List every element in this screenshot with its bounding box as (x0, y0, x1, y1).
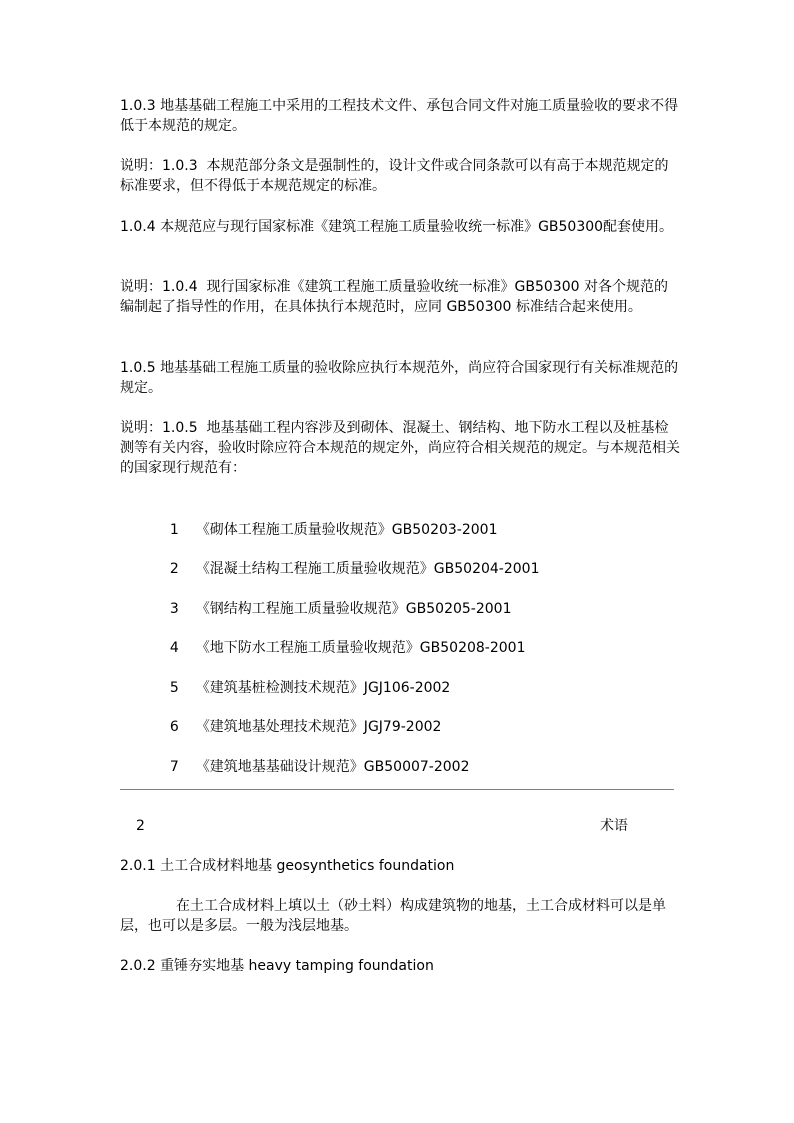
clause-1-0-4-note: 说明：1.0.4 现行国家标准《建筑工程施工质量验收统一标准》GB50300 对各个规范的编制起了指导性的作用，在具体执行本规范时，应同 GB50300 标准结合起来使用。 (120, 279, 668, 315)
term-2-0-1-heading: 2.0.1 土工合成材料地基 geosynthetics foundation (120, 858, 455, 874)
list-number: 2 (169, 561, 179, 577)
section-divider (120, 789, 674, 790)
list-text: 《混凝土结构工程施工质量验收规范》GB50204-2001 (195, 561, 540, 577)
list-number: 7 (169, 759, 179, 775)
list-number: 4 (169, 640, 179, 656)
list-text: 《建筑基桩检测技术规范》JGJ106-2002 (195, 680, 451, 696)
term-2-0-1-body: 在土工合成材料上填以土（砂土料）构成建筑物的地基，土工合成材料可以是单层，也可以是多层。一般为浅层地基。 (120, 898, 666, 934)
list-text: 《钢结构工程施工质量验收规范》GB50205-2001 (195, 601, 512, 617)
list-number: 6 (169, 719, 179, 735)
clause-1-0-5-note: 说明：1.0.5 地基基础工程内容涉及到砌体、混凝土、钢结构、地下防水工程以及桩基检测等有关内容，验收时除应符合本规范的规定外，尚应符合相关规范的规定。与本规范相关的国家现行规范有： (120, 420, 680, 476)
clause-1-0-4: 1.0.4 本规范应与现行国家标准《建筑工程施工质量验收统一标准》GB50300配套使用。 (120, 219, 674, 235)
list-number: 3 (169, 601, 179, 617)
list-text: 《建筑地基基础设计规范》GB50007-2002 (195, 759, 470, 775)
list-text: 《砌体工程施工质量验收规范》GB50203-2001 (195, 522, 498, 538)
list-number: 1 (169, 522, 179, 538)
list-text: 《地下防水工程施工质量验收规范》GB50208-2001 (195, 640, 526, 656)
chapter-number: 2 (136, 818, 145, 834)
list-text: 《建筑地基处理技术规范》JGJ79-2002 (195, 719, 442, 735)
list-number: 5 (169, 680, 179, 696)
clause-1-0-5: 1.0.5 地基基础工程施工质量的验收除应执行本规范外，尚应符合国家现行有关标准规范的规定。 (120, 360, 679, 396)
clause-1-0-3: 1.0.3 地基基础工程施工中采用的工程技术文件、承包合同文件对施工质量验收的要求不得低于本规范的规定。 (120, 98, 679, 134)
clause-1-0-3-note: 说明：1.0.3 本规范部分条文是强制性的，设计文件或合同条款可以有高于本规范规定的标准要求，但不得低于本规范规定的标准。 (120, 158, 669, 194)
list-item (152, 737, 672, 797)
term-2-0-2-heading: 2.0.2 重锤夯实地基 heavy tamping foundation (120, 958, 434, 974)
chapter-title: 术语 (600, 818, 628, 834)
